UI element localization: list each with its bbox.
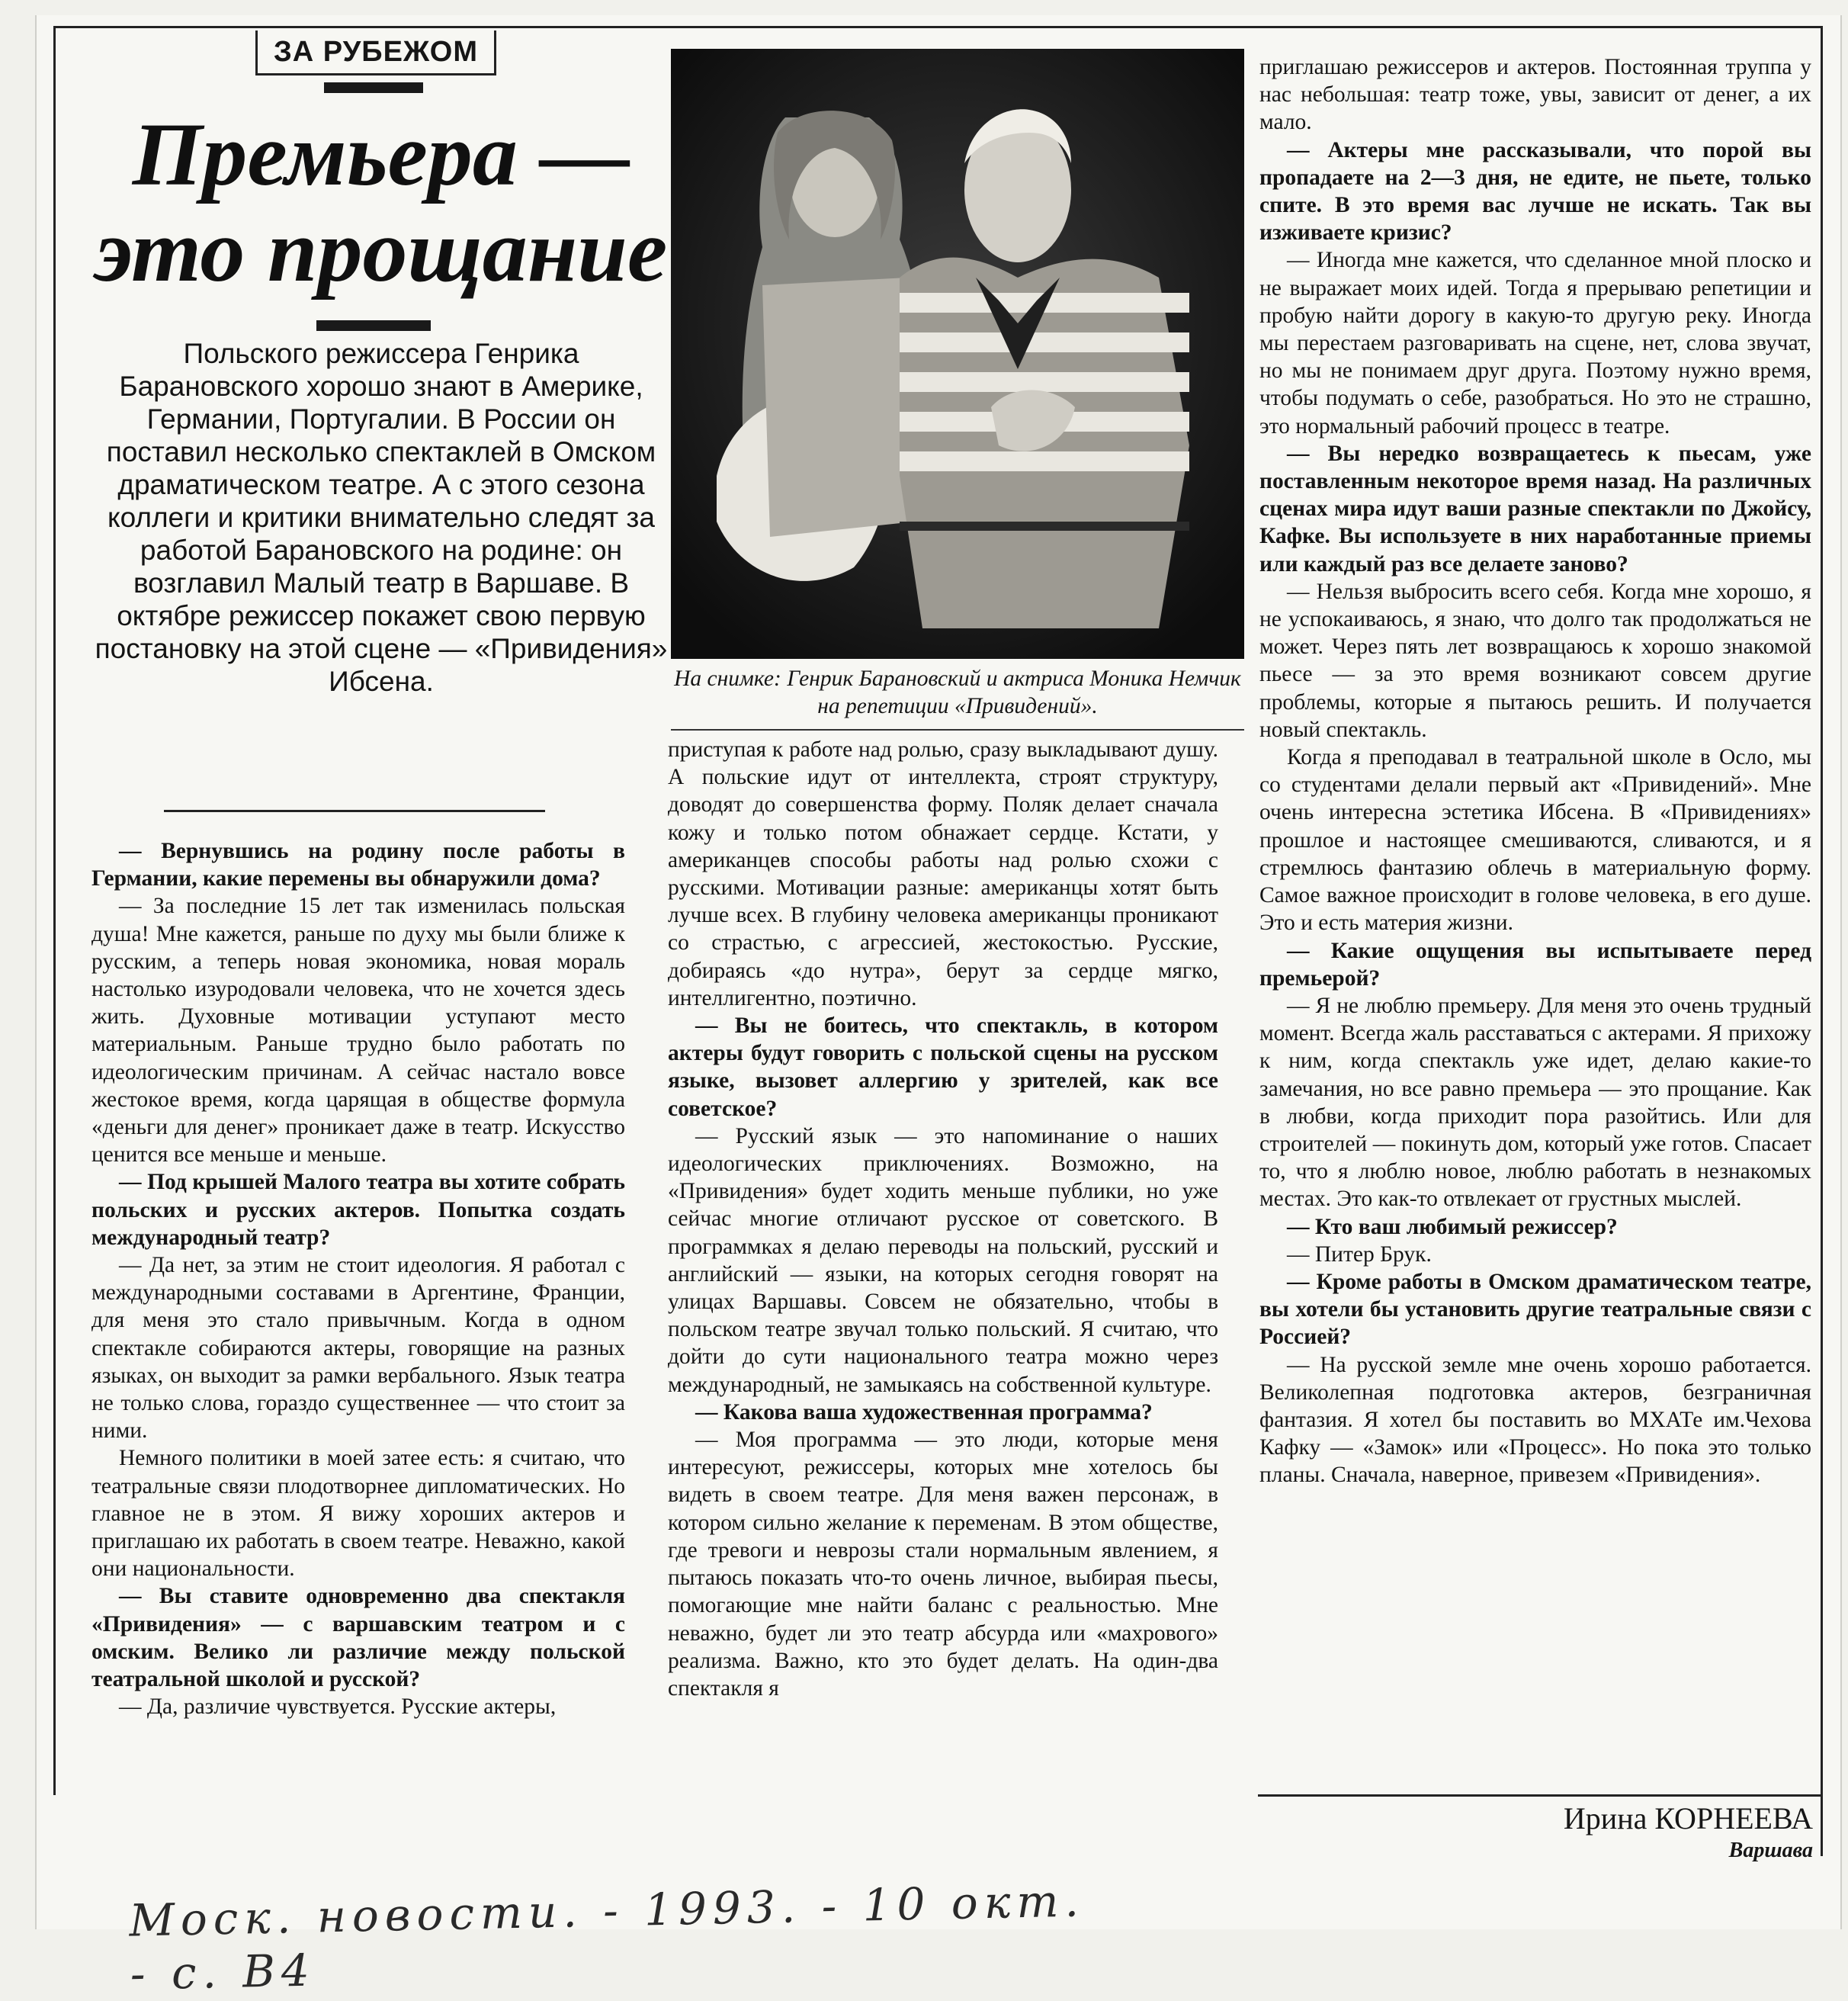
signature-divider — [1258, 1794, 1822, 1797]
caption-divider — [671, 729, 1244, 731]
frame-top-rule — [53, 26, 1822, 28]
interview-answer: — За последние 15 лет так изменилась польская душа! Мне кажется, раньше по духу мы были ближе к русским, а теперь новая экономика, новая мораль настолько изуродовали человека, что не хочется здесь жить. Духовные мотивации уступают место материальным. Раньше трудно было работать по идеологическим причинам. А сейчас настало вовсе жестокое время, когда царящая в обществе формула «деньги для денег» проникает даже в театр. Искусство ценится все меньше и меньше. — [91, 894, 625, 1168]
interview-answer: — Моя программа — это люди, которые меня интересуют, режиссеры, которых мне хотелось бы видеть в своем театре. Для меня важен персонаж, в котором сильно желание к переменам. В этом обществе, где тревоги и неврозы стали нормальным явлением, я пытаюсь показать что-то очень личное, выбирая пьесы, помогающие мне найти баланс с реальностью. Мне неважно, будет ли это театр абсурда или «махрового» реализма. Важно, кто это будет делать. На один-два спектакля я — [668, 1428, 1218, 1701]
headline-line-2: это прощание — [95, 201, 668, 300]
interview-answer: Когда я преподавал в театральной школе в Осло, мы со студентами делали первый акт «Привидений». Мне очень интересна эстетика Ибсена. В «Привидениях» прошлое и настоящее смешиваются, сливаются, и я стремлюсь фантазию облечь в материальную форму. Самое важное происходит в голове человека, в его душе. Это и есть материя жизни. — [1259, 745, 1811, 936]
interview-question: — Вы ставите одновременно два спектакля «Привидения» — с варшавским театром и с омским. Велико ли различие между польской театральной школой и русской? — [91, 1584, 625, 1692]
rubric-divider — [324, 82, 423, 93]
frame-left-rule — [53, 26, 56, 1795]
interview-answer: приглашаю режиссеров и актеров. Постоянная труппа у нас небольшая: театр тоже, увы, зависит от денег, а их мало. — [1259, 55, 1811, 135]
article-column-2 — [668, 736, 1218, 1702]
interview-question: — Вы нередко возвращаетесь к пьесам, уже поставленным некоторое время назад. На различных сценах мира идут ваши разные спектакли по Джойсу, Кафке. Вы используете в них наработанные приемы или каждый раз все делаете заново? — [1259, 441, 1811, 577]
lead-divider — [164, 810, 545, 812]
rehearsal-photo — [671, 49, 1244, 659]
interview-question: — Под крышей Малого театра вы хотите собрать польских и русских актеров. Попытка создать международный театр? — [91, 1170, 625, 1250]
interview-answer: — На русской земле мне очень хорошо работается. Великолепная подготовка актеров, безграничная фантазия. Я хотел бы поставить во МХАТе им.Чехова Кафку — «Замок» или «Процесс». Но пока это только планы. Сначала, наверное, привезем «Привидения». — [1259, 1352, 1811, 1488]
dateline-city: Варшава — [1728, 1839, 1813, 1862]
frame-right-rule — [1821, 26, 1823, 1856]
headline-line-1: Премьера — — [132, 104, 630, 204]
interview-question: — Кроме работы в Омском драматическом театре, вы хотели бы установить другие театральные связи с Россией? — [1259, 1269, 1811, 1350]
rehearsal-photo-image — [671, 49, 1244, 659]
interview-answer: — Я не люблю премьеру. Для меня это очень трудный момент. Всегда жаль расставаться с актерами. Я прихожу к ним, когда спектакль уже идет, делаю какие-то замечания, но все равно премьера — это прощание. Как в любви, когда приходит пора разойтись. Или для строителей — покинуть дом, который уже готов. Спасает то, что я люблю новое, люблю работать в незнакомых местах. Это как-то отвлекает от грустных мыслей. — [1259, 993, 1811, 1212]
handwritten-citation: Моск. новости. - 1993. - 10 окт. - с. В4 — [128, 1874, 1086, 2000]
article-column-1 — [91, 837, 625, 1721]
headline — [91, 104, 671, 300]
interview-answer: — Питер Брук. — [1287, 1241, 1432, 1267]
interview-answer: — Иногда мне кажется, что сделанное мной плоско и не выражает моих идей. Тогда я прерываю репетиции и пробую найти дорогу в какую-то другую реку. Иногда мы перестаем разговаривать на сцене, нет, слова звучат, но мы не понимаем друг друга. Поэтому нужно время, чтобы подумать о себе, разобраться. Но это не страшно, это нормальный рабочий процесс в театре. — [1259, 248, 1811, 438]
headline-divider — [316, 320, 431, 331]
interview-answer: — Нельзя выбросить всего себя. Когда мне хорошо, я не успокаиваюсь, я знаю, что долго так продолжаться не может. Через пять лет возвращаюсь к хорошо знакомой пьесе — за это время возникают совсем другие проблемы, которые я пытаюсь решить. И получается новый спектакль. — [1259, 579, 1811, 742]
interview-answer: — Русский язык — это напоминание о наших идеологических приключениях. Возможно, на «Привидения» будет ходить меньше публики, но уже сейчас многие отличают русское от советского. В программках я делаю переводы на польский, русский и английский — языки, на которых сегодня говорят на улицах Варшавы. Совсем не обязательно, чтобы в польском театре звучал только польский. Я считаю, что дойти до сути национального театра можно через международный, не замыкаясь на собственной культуре. — [668, 1123, 1218, 1397]
interview-answer: Немного политики в моей затее есть: я считаю, что театральные связи плодотворнее дипломатических. Но главное не в этом. Я вижу хороших актеров и приглашаю их работать в своем театре. Неважно, какой они национальности. — [91, 1446, 625, 1582]
photo-caption: На снимке: Генрик Барановский и актриса Моника Немчик на репетиции «Привидений». — [674, 666, 1241, 718]
rubric-label: ЗА РУБЕЖОМ — [255, 31, 496, 75]
lead-paragraph: Польского режиссера Генрика Барановского хорошо знают в Америке, Германии, Португалии. В России он поставил несколько спектаклей в Омском драматическом театре. А с этого сезона коллеги и критики внимательно следят за работой Барановского на родине: он возглавил Малый театр в Варшаве. В октябре режиссер покажет свою первую постановку на этой сцене — «Привидения» Ибсена. — [95, 338, 668, 697]
interview-question: — Кто ваш любимый режиссер? — [1287, 1214, 1618, 1239]
interview-question: — Вернувшись на родину после работы в Германии, какие перемены вы обнаружили дома? — [91, 839, 625, 891]
interview-question: — Актеры мне рассказывали, что порой вы пропадаете на 2—3 дня, не едите, не пьете, только спите. В это время вас лучше не искать. Так вы изживаете кризис? — [1259, 137, 1811, 246]
interview-question: — Какова ваша художественная программа? — [695, 1399, 1153, 1424]
interview-question: — Какие ощущения вы испытываете перед премьерой? — [1259, 938, 1811, 991]
interview-answer: приступая к работе над ролью, сразу выкладывают душу. А польские идут от интеллекта, строят структуру, доводят до совершенства форму. Поляк делает сначала кожу и только потом обнажает сердце. Кстати, у американцев способы работы над ролью схожи с русскими. Мотивации разные: американцы хотят быть лучше всех. В глубину человека американцы проникают со страстью, с агрессией, жестокостью. Русские, добираясь «до нутра», берут за сердце мягко, интеллигентно, поэтично. — [668, 737, 1218, 1010]
interview-answer: — Да нет, за этим не стоит идеология. Я работал с международными составами в Аргентине, Франции, для меня это стало привычным. Когда в одном спектакле собираются актеры, говорящие на разных языках, он выходит за рамки вербального. Язык театра не только слова, гораздо существеннее — что стоит за ними. — [91, 1253, 625, 1444]
author-byline: Ирина КОРНЕЕВА — [1563, 1801, 1813, 1836]
interview-question: — Вы не боитесь, что спектакль, в котором актеры будут говорить с польской сцены на русском языке, вызовет аллергию у зрителей, как все советское? — [668, 1013, 1218, 1121]
article-column-3 — [1259, 53, 1811, 1489]
interview-answer: — Да, различие чувствуется. Русские актеры, — [119, 1694, 557, 1720]
